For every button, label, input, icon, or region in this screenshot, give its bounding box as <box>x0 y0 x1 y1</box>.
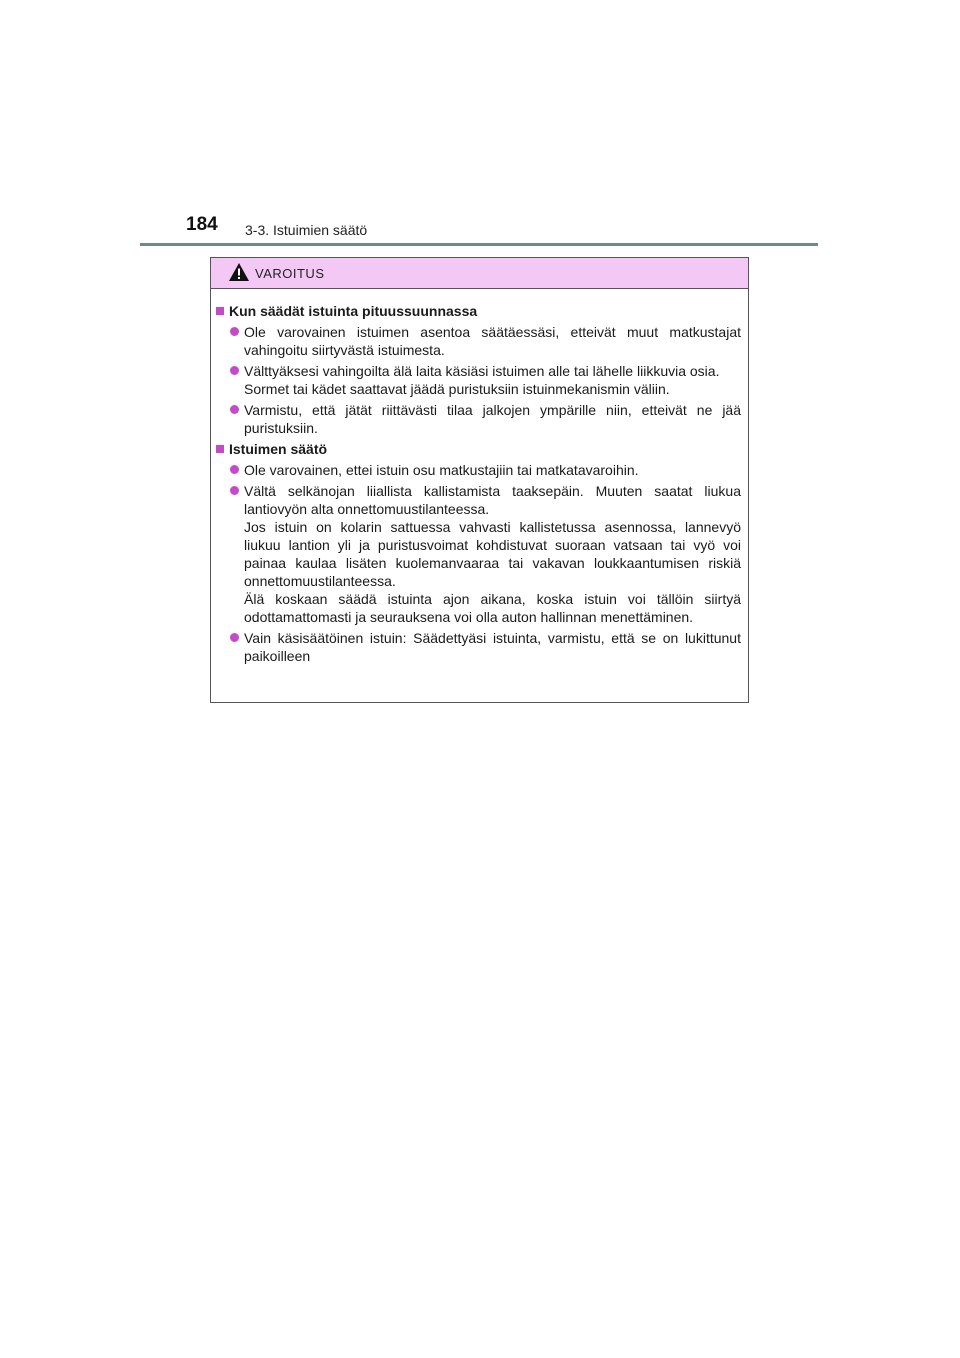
list-item-text <box>244 362 741 398</box>
list-item <box>230 323 741 359</box>
list-item-text <box>244 323 741 359</box>
list-item <box>230 401 741 437</box>
paragraph: Ole varovainen istuimen asentoa säätäessäsi, etteivät muut matkustajat vahingoitu siirtyvästä istuimesta. <box>244 324 741 358</box>
paragraph: Älä koskaan säädä istuinta ajon aikana, koska istuin voi tällöin siirtyä odottamattomasti ja seurauksena voi olla auton hallinnan menettäminen. <box>244 591 741 625</box>
paragraph: Sormet tai kädet saattavat jäädä puristuksiin istuinmekanismin väliin. <box>244 381 670 397</box>
list-item <box>230 482 741 626</box>
round-bullet-icon <box>230 366 239 375</box>
list-item-text <box>244 401 741 437</box>
header-rule <box>140 243 818 246</box>
list-item-text <box>244 461 741 479</box>
paragraph: Ole varovainen, ettei istuin osu matkustajiin tai matkatavaroihin. <box>244 462 639 478</box>
paragraph: Välttyäksesi vahingoilta älä laita käsiäsi istuimen alle tai lähelle liikkuvia osia. <box>244 363 720 379</box>
list-item <box>230 362 741 398</box>
paragraph: Jos istuin on kolarin sattuessa vahvasti kallistetussa asennossa, lannevyö liukuu lantion yli ja puristusvoimat kohdistuvat suoraan vatsaan tai vyö voi painaa kaulaa lisäten kuolemanvaaraa tai vakavan loukkaantumisen riskiä onnettomuustilanteessa. <box>244 519 741 589</box>
list-item-text <box>244 482 741 626</box>
paragraph: Vältä selkänojan liiallista kallistamista taaksepäin. Muuten saatat liukua lantiovyön alta onnettomuustilanteessa. <box>244 483 741 517</box>
round-bullet-icon <box>230 465 239 474</box>
warning-box <box>210 257 749 703</box>
round-bullet-icon <box>230 633 239 642</box>
paragraph: Vain käsisäätöinen istuin: Säädettyäsi istuinta, varmistu, että se on lukittunut paikoilleen <box>244 630 741 664</box>
square-bullet-icon <box>216 307 224 315</box>
round-bullet-icon <box>230 405 239 414</box>
section-heading <box>216 302 741 320</box>
section-heading-text: Kun säädät istuinta pituussuunnassa <box>229 303 478 319</box>
section-heading <box>216 440 741 458</box>
section-heading-text: Istuimen säätö <box>229 441 328 457</box>
list-item <box>230 461 741 479</box>
warning-title: VAROITUS <box>255 266 325 281</box>
warning-header <box>211 258 748 289</box>
section-title: 3-3. Istuimien säätö <box>245 222 368 238</box>
list-item-text <box>244 629 741 665</box>
round-bullet-icon <box>230 327 239 336</box>
paragraph: Varmistu, että jätät riittävästi tilaa jalkojen ympärille niin, etteivät ne jää puristuksiin. <box>244 402 741 436</box>
list-item <box>230 629 741 665</box>
warning-triangle-icon <box>228 262 250 282</box>
square-bullet-icon <box>216 445 224 453</box>
page-number: 184 <box>186 214 218 235</box>
round-bullet-icon <box>230 486 239 495</box>
warning-body <box>211 289 748 665</box>
